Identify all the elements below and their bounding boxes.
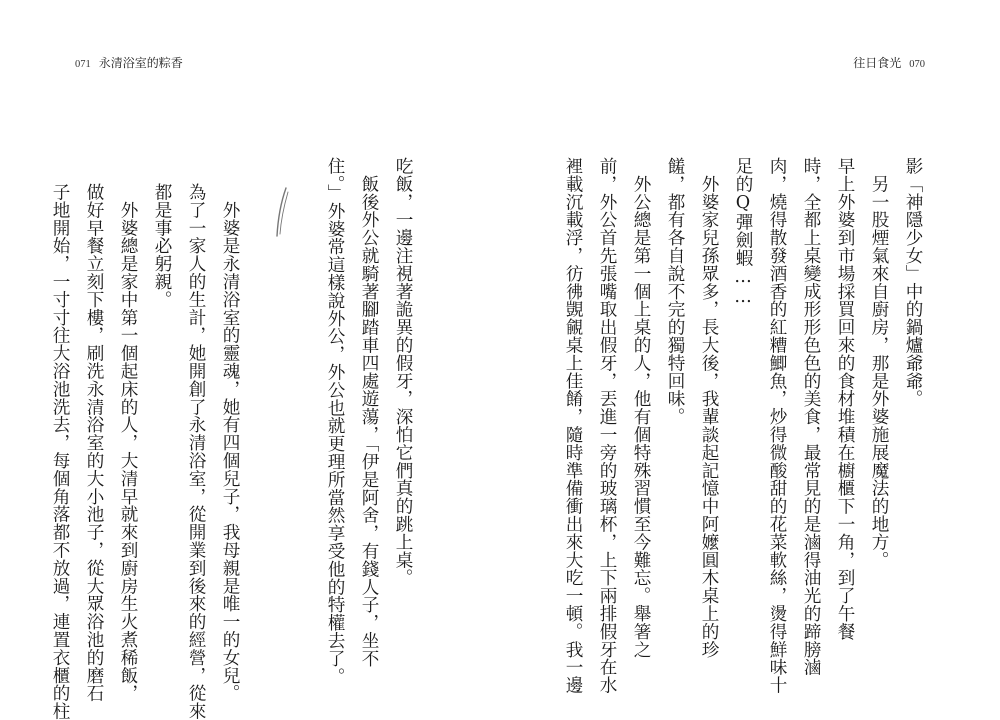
text-column: 子地開始，一寸寸往大浴池洗去，每個角落都不放過，連置衣櫃的柱	[50, 183, 70, 720]
text-column: 影「神隱少女」中的鍋爐爺爺。	[903, 157, 923, 408]
text-column: 肉，燒得散發酒香的紅糟鯽魚，炒得微酸甜的花菜軟絲，燙得鮮味十	[767, 157, 787, 694]
right-running-title: 往日食光	[853, 56, 902, 70]
left-page-header	[75, 56, 183, 72]
text-column: 足的Q彈劍蝦……	[733, 157, 753, 308]
text-column: 時，全都上桌變成形形色色的美食，最常見的是滷得油光的蹄膀滷	[801, 157, 821, 677]
text-column: 吃飯，一邊注視著詭異的假牙，深怕它們真的跳上桌。	[393, 157, 413, 587]
right-page-header	[853, 56, 925, 72]
text-column: 饈，都有各自說不完的獨特回味。	[665, 157, 685, 426]
text-column: 住。」外婆常這樣說外公，外公也就更理所當然享受他的特權去了。	[325, 157, 345, 686]
text-column: 另一股煙氣來自廚房，那是外婆施展魔法的地方。	[869, 157, 889, 569]
text-column: 外婆家兒孫眾多，長大後，我輩談起記憶中阿嬤圓木桌上的珍	[699, 157, 719, 659]
text-column: 外婆總是家中第一個起床的人，大清早就來到廚房生火煮稀飯，	[118, 183, 138, 703]
text-column: 前，外公首先張嘴取出假牙，丟進一旁的玻璃杯，上下兩排假牙在水	[597, 157, 617, 694]
text-column: 外公總是第一個上桌的人，他有個特殊習慣至今難忘。舉箸之	[631, 157, 651, 659]
left-page-number: 071	[75, 59, 91, 70]
right-page-number: 070	[909, 59, 925, 70]
text-column: 做好早餐立刻下樓，刷洗永清浴室的大小池子，從大眾浴池的磨石	[84, 183, 104, 703]
text-column: 飯後外公就騎著腳踏車四處遊蕩，「伊是阿舍，有錢人子，坐不	[359, 157, 379, 668]
text-column: 裡載沉載浮，彷彿覬覦桌上佳餚，隨時準備衝出來大吃一頓。我一邊	[563, 157, 583, 694]
section-break-ornament	[272, 186, 290, 238]
left-running-title: 永清浴室的粽香	[98, 56, 183, 70]
text-column: 都是事必躬親。	[152, 183, 172, 309]
text-column: 早上外婆到市場採買回來的食材堆積在櫥櫃下一角，到了午餐	[835, 157, 855, 641]
text-column: 外婆是永清浴室的靈魂，她有四個兒子，我母親是唯一的女兒。	[220, 183, 240, 703]
text-column: 為了一家人的生計，她開創了永清浴室，從開業到後來的經營，從來	[186, 183, 206, 720]
